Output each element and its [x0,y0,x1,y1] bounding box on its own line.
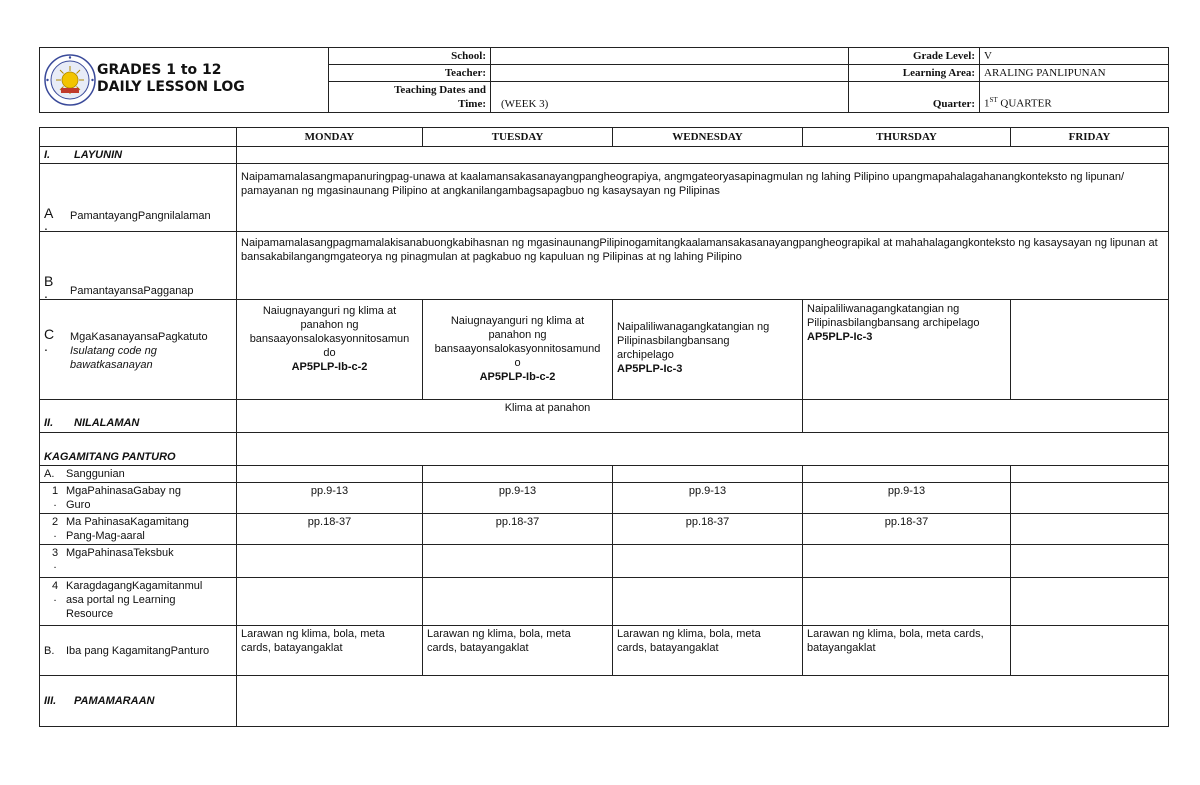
iba-friday [1011,626,1169,676]
title-line-1: GRADES 1 to 12 [97,62,222,78]
layunin-label-cell [40,147,237,164]
quarter-value [980,82,1169,113]
item-1-num: 1 [51,485,59,497]
item-3-tuesday [423,545,613,578]
item-1-thursday: pp.9-13 [803,483,1011,514]
row-c-thursday-text: Naipaliliwanagangkatangian ng Pilipinasbilangbansang archipelago [807,303,980,329]
row-b-content: Naipamamalasangpagmamalakisanabuongkabihasnan ng mgasinaunangPilipinogamitangkaalamansakasanayangpangheograpikal at mahahalagangkonteksto ng kasaysayan ng lipunan at bansakabilangangmgateorya ng pinagmulan at pagkabuo ng kapuluan ng Pilipinas at ng lahing Pilipino [237,232,1169,300]
title-line-2: DAILY LESSON LOG [97,79,245,95]
learning-area-label: Learning Area: [849,65,980,82]
pamamaraan-label-cell [40,676,237,727]
nilalaman-row [40,400,1169,433]
item-2-monday: pp.18-37 [237,514,423,545]
iba-row [40,626,1169,676]
row-c-wednesday [613,300,803,400]
row-c-monday-code: AP5PLP-Ib-c-2 [291,361,368,373]
item-4-thursday [803,578,1011,626]
day-header-row [40,128,1169,147]
learning-area-value: ARALING PANLIPUNAN [980,65,1169,82]
row-c-label-italic: Isulatang code ng bawatkasanayan [70,345,157,371]
teaching-dates-label [329,82,491,113]
row-b-spacer [44,244,232,274]
item-4-number [44,579,66,603]
item-2-label: Ma PahinasaKagamitang Pang-Mag-aaral [66,516,189,542]
day-monday: MONDAY [237,128,423,147]
kagamitan-content [237,433,1169,466]
teaching-dates-label-2: Time: [458,98,486,110]
row-b-label-cell [40,232,237,300]
layunin-label: LAYUNIN [74,149,123,161]
item-4-num: 4 [51,580,59,592]
row-c-label-group [70,327,230,372]
day-thursday: THURSDAY [803,128,1011,147]
row-a-content: Naipamamalasangmapanuringpag-unawa at kaalamansakasanayangpangheograpiya, angmgateoryasapinagmulan ng lahing Pilipino upangmapahalagahanangkonteksto ng lipunan/ pamayanan ng mgasinaunang Pilipino at angkanilangambagsapagbuo ng kasaysayan ng Pilipinas [237,164,1169,232]
item-4-label-cell [40,578,237,626]
pamamaraan-label: PAMAMARAAN [74,695,155,707]
row-a-letter [44,206,70,230]
item-4-label: KaragdagangKagamitanmul asa portal ng Learning Resource [66,580,203,620]
kagamitan-label: KAGAMITANG PANTURO [40,433,237,466]
layunin-content [237,147,1169,164]
item-row-3 [40,545,1169,578]
item-1-label: MgaPahinasaGabay ng Guro [66,485,181,511]
row-a-dot: . [44,217,48,232]
item-1-label-cell [40,483,237,514]
day-tuesday: TUESDAY [423,128,613,147]
layunin-number: I. [44,149,51,161]
row-c-label-cell [40,300,237,400]
item-4-monday [237,578,423,626]
item-3-dot: . [53,559,57,571]
sanggunian-wednesday [613,466,803,483]
item-2-friday [1011,514,1169,545]
row-b-dot: . [44,285,48,300]
pamamaraan-number: III. [44,695,57,707]
nilalaman-label: NILALAMAN [74,417,140,429]
sanggunian-row [40,466,1169,483]
iba-monday: Larawan ng klima, bola, meta cards, batayangaklat [237,626,423,676]
teaching-dates-label-1: Teaching Dates and [394,84,486,96]
layunin-row [40,147,1169,164]
item-2-label-cell [40,514,237,545]
deped-seal-icon [44,54,96,106]
sanggunian-label-cell [40,466,237,483]
lesson-log-table [39,127,1169,727]
header-table [39,47,1169,113]
sanggunian-tuesday [423,466,613,483]
sanggunian-label: Sanggunian [66,468,125,480]
item-2-tuesday: pp.18-37 [423,514,613,545]
row-c-monday [237,300,423,400]
item-1-dot: . [53,497,57,509]
quarter-label: Quarter: [849,82,980,113]
sanggunian-friday [1011,466,1169,483]
item-1-friday [1011,483,1169,514]
item-3-monday [237,545,423,578]
row-c-label: MgaKasanayansaPagkatuto [70,331,208,343]
iba-letter: B. [44,644,55,657]
row-c-tuesday-text: Naiugnayanguri ng klima at panahon ng bansaayonsalokasyonnitosamund o [434,315,601,369]
row-c-letter-text: C [44,326,55,342]
item-3-label: MgaPahinasaTeksbuk [66,547,174,559]
iba-wednesday: Larawan ng klima, bola, meta cards, batayangaklat [613,626,803,676]
row-c-monday-text: Naiugnayanguri ng klima at panahon ng bansaayonsalokasyonnitosamun do [249,305,410,359]
row-a-label: PamantayangPangnilalaman [70,210,211,222]
item-2-thursday: pp.18-37 [803,514,1011,545]
row-a-letter-text: A [44,205,54,221]
teaching-dates-value: (WEEK 3) [491,82,849,113]
item-3-friday [1011,545,1169,578]
teacher-value [491,65,849,82]
row-c-thursday-code: AP5PLP-Ic-3 [807,331,873,343]
item-4-friday [1011,578,1169,626]
item-2-dot: . [53,528,57,540]
row-a [40,164,1169,232]
quarter-ordinal: ST [989,96,998,105]
item-1-wednesday: pp.9-13 [613,483,803,514]
item-4-tuesday [423,578,613,626]
item-1-monday: pp.9-13 [237,483,423,514]
header-title-cell [40,48,329,113]
item-2-num: 2 [51,516,59,528]
quarter-number: 1 [984,98,990,110]
row-c-wednesday-code: AP5PLP-Ic-3 [617,363,683,375]
row-c-tuesday [423,300,613,400]
school-value [491,48,849,65]
row-c [40,300,1169,400]
item-row-1 [40,483,1169,514]
row-b-letter-text: B [44,273,54,289]
nilalaman-right [803,400,1169,433]
day-wednesday: WEDNESDAY [613,128,803,147]
row-c-thursday [803,300,1011,400]
sanggunian-letter: A. [44,468,55,480]
item-row-2 [40,514,1169,545]
row-c-friday [1011,300,1169,400]
item-3-wednesday [613,545,803,578]
teacher-label: Teacher: [329,65,491,82]
day-friday: FRIDAY [1011,128,1169,147]
school-label: School: [329,48,491,65]
item-2-wednesday: pp.18-37 [613,514,803,545]
nilalaman-number: II. [44,417,54,429]
item-4-wednesday [613,578,803,626]
row-b [40,232,1169,300]
item-1-tuesday: pp.9-13 [423,483,613,514]
sanggunian-thursday [803,466,1011,483]
kagamitan-row [40,433,1169,466]
item-row-4 [40,578,1169,626]
row-c-dot: . [44,338,48,354]
row-a-label-cell [40,164,237,232]
corner-cell [40,128,237,147]
item-2-number [44,515,66,539]
pamamaraan-content [237,676,1169,727]
row-b-label: PamantayansaPagganap [70,285,194,297]
iba-thursday: Larawan ng klima, bola, meta cards, batayangaklat [803,626,1011,676]
item-3-number [44,546,66,570]
quarter-text: QUARTER [997,98,1052,110]
iba-label: Iba pang KagamitangPanturo [66,644,210,657]
row-c-tuesday-code: AP5PLP-Ib-c-2 [479,371,556,383]
row-c-letter [44,326,70,354]
pamamaraan-row [40,676,1169,727]
row-b-letter [44,274,70,298]
item-3-label-cell [40,545,237,578]
sanggunian-monday [237,466,423,483]
grade-level-label: Grade Level: [849,48,980,65]
grade-level-value: V [980,48,1169,65]
iba-label-cell [40,626,237,676]
item-1-number [44,484,66,508]
item-3-num: 3 [51,547,59,559]
row-c-wednesday-text: Naipaliliwanagangkatangian ng Pilipinasbilangbansang archipelago [617,321,770,361]
nilalaman-content: Klima at panahon [237,400,803,433]
document-title [97,62,245,96]
nilalaman-label-cell [40,400,237,433]
iba-tuesday: Larawan ng klima, bola, meta cards, batayangaklat [423,626,613,676]
item-3-thursday [803,545,1011,578]
item-4-dot: . [53,592,57,604]
